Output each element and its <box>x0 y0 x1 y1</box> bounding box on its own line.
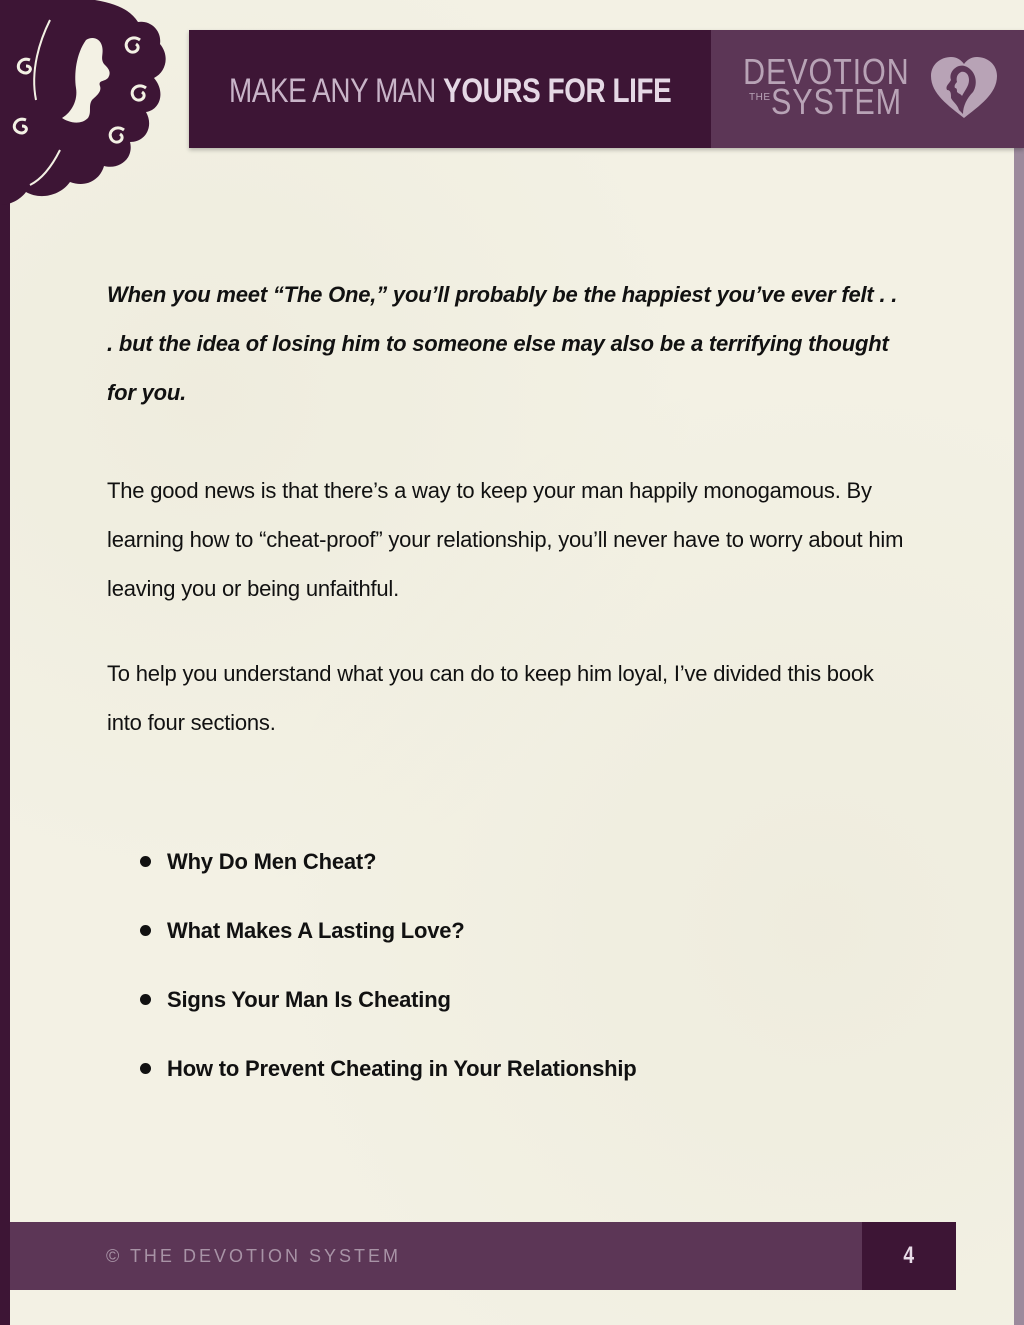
header-title-panel <box>189 30 711 148</box>
book-title <box>229 68 671 111</box>
page-number-box <box>862 1222 956 1290</box>
book-title-regular: MAKE ANY MAN <box>229 71 444 110</box>
bullet-icon <box>140 856 151 867</box>
section-label: Signs Your Man Is Cheating <box>167 987 451 1012</box>
intro-paragraph: When you meet “The One,” you’ll probably be the happiest you’ve ever felt . . . but the idea of losing him to someone else may also be a terrifying thought for you. <box>107 282 898 405</box>
book-title-bold: YOURS FOR LIFE <box>443 71 672 110</box>
header-banner <box>189 30 1024 148</box>
header-logo-panel <box>711 30 1024 148</box>
list-item <box>107 827 907 896</box>
woman-silhouette-icon <box>0 0 170 205</box>
woman-profile-heart-icon <box>929 56 999 120</box>
copyright-text: © THE DEVOTION SYSTEM <box>106 1245 401 1266</box>
list-item <box>107 896 907 965</box>
page-number: 4 <box>903 1242 915 1269</box>
body-paragraph-1: The good news is that there’s a way to keep your man happily monogamous. By learning how to “cheat-proof” your relationship, you’ll never have to worry about him leaving you or being unfaithful. <box>107 478 904 601</box>
section-label: What Makes A Lasting Love? <box>167 918 465 943</box>
left-edge-bar <box>0 190 10 1325</box>
bullet-icon <box>140 994 151 1005</box>
right-edge-bar <box>1014 148 1024 1325</box>
list-item <box>107 1034 907 1103</box>
body-paragraph-2: To help you understand what you can do to keep him loyal, I’ve divided this book into four sections. <box>107 661 874 735</box>
section-label: Why Do Men Cheat? <box>167 849 377 874</box>
section-label: How to Prevent Cheating in Your Relationship <box>167 1056 637 1081</box>
page-content <box>107 270 907 1103</box>
bullet-icon <box>140 1063 151 1074</box>
footer-bar <box>10 1222 956 1290</box>
sections-list <box>107 827 907 1103</box>
devotion-system-logo: DEVOTION THE SYSTEM <box>743 54 973 124</box>
bullet-icon <box>140 925 151 936</box>
list-item <box>107 965 907 1034</box>
